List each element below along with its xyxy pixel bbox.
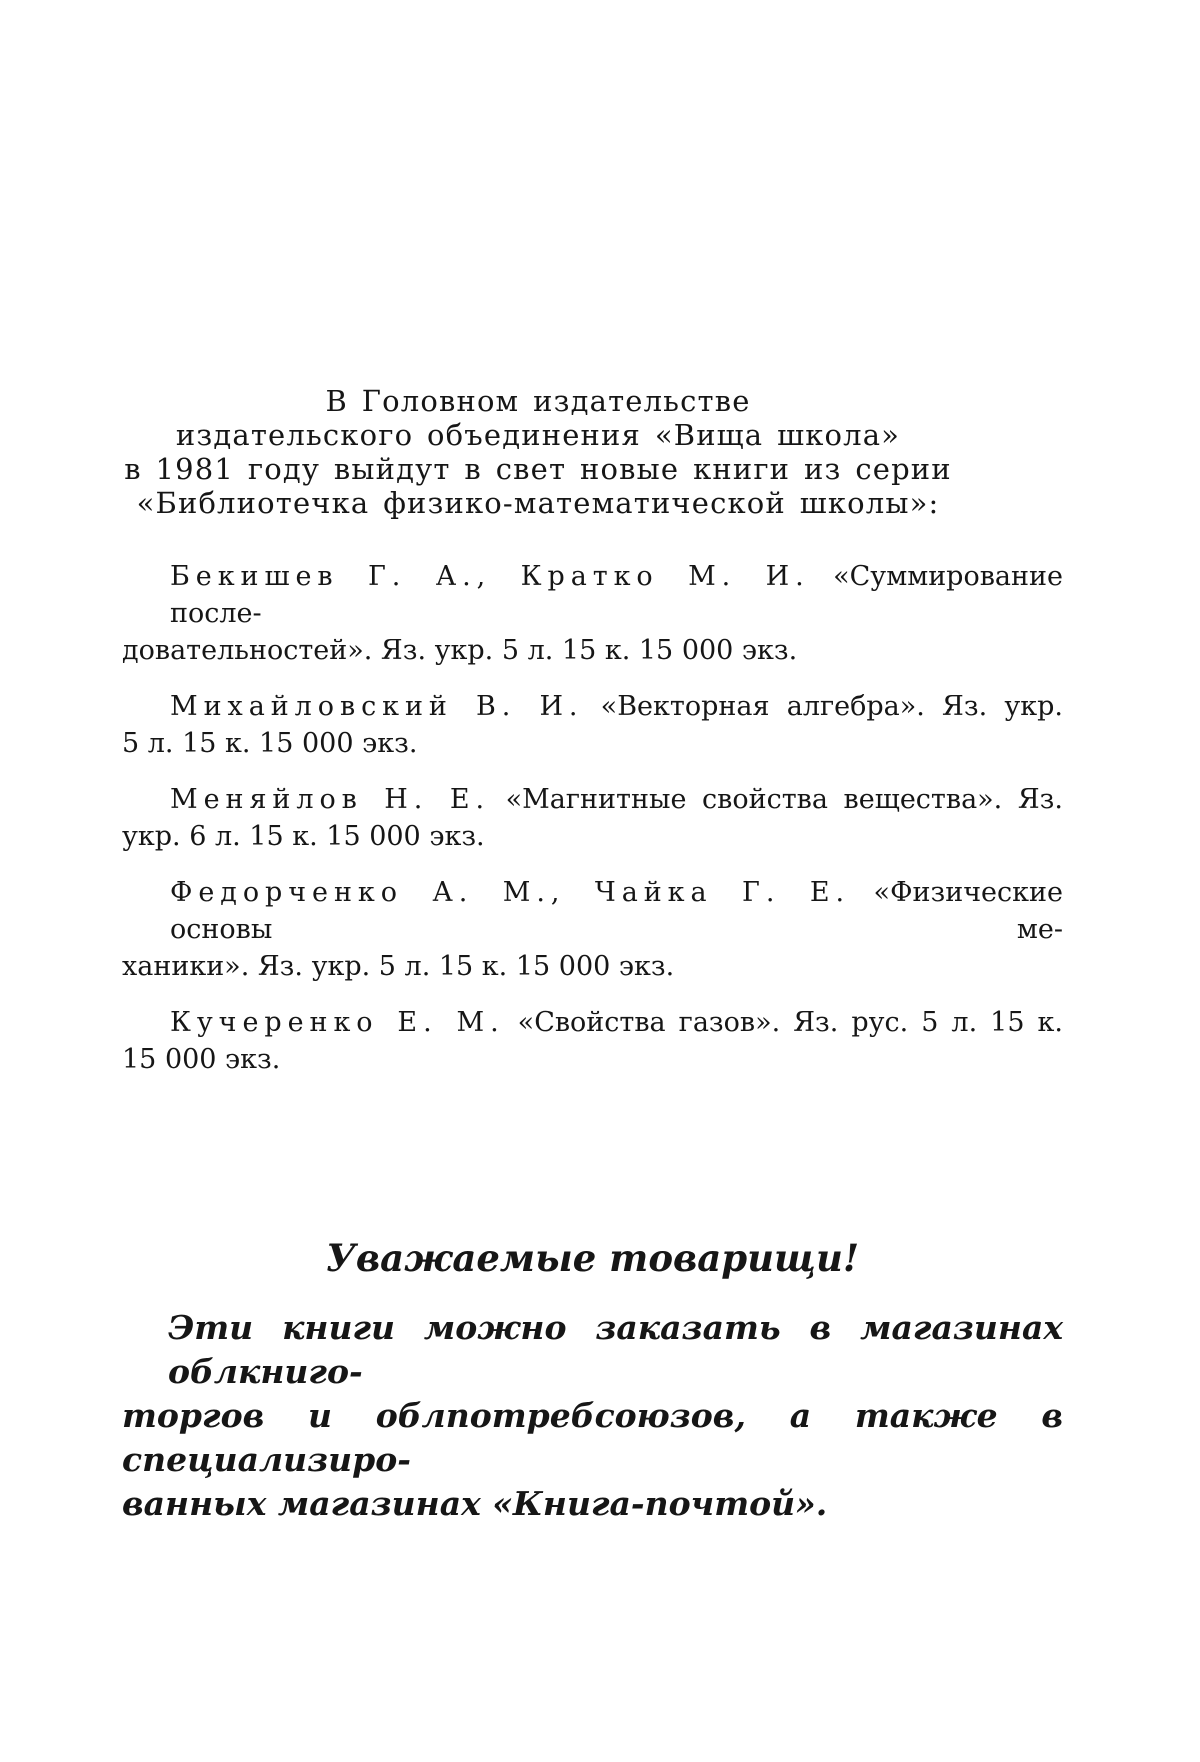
book-entry-line: Меняйлов Н. Е. «Магнитные свойства вещества». Яз. xyxy=(170,784,1063,815)
book-entry-line: 5 л. 15 к. 15 000 экз. xyxy=(122,728,418,759)
heading-line: «Библиотечка физико-математической школы»: xyxy=(136,486,940,520)
notice-line: Эти книги можно заказать в магазинах облкниго- xyxy=(168,1308,1063,1391)
book-entry-line: Федорченко А. М., Чайка Г. Е. «Физические основы ме- xyxy=(170,877,1064,945)
page-content xyxy=(122,384,1063,1526)
book-author: Кучеренко Е. М. xyxy=(170,1007,505,1038)
notice-title: Уважаемые товарищи! xyxy=(325,1236,860,1280)
notice-paragraph xyxy=(122,1306,1063,1526)
book-entry-line: Кучеренко Е. М. «Свойства газов». Яз. рус. 5 л. 15 к. xyxy=(170,1007,1063,1038)
book-entry xyxy=(122,1004,1063,1078)
book-entry xyxy=(122,558,1063,669)
publisher-announcement-heading xyxy=(122,384,954,520)
book-entry-line: Бекишев Г. А., Кратко М. И. «Суммирование после- xyxy=(170,561,1063,629)
book-author: Федорченко А. М., Чайка Г. Е. xyxy=(170,877,851,908)
book-list xyxy=(122,558,1063,1078)
heading-line: в 1981 году выйдут в свет новые книги из серии xyxy=(124,452,952,486)
notice-line: ванных магазинах «Книга-почтой». xyxy=(122,1484,828,1523)
book-entry-line: ханики». Яз. укр. 5 л. 15 к. 15 000 экз. xyxy=(122,951,675,982)
book-entry xyxy=(122,781,1063,855)
book-entry-line: довательностей». Яз. укр. 5 л. 15 к. 15 000 экз. xyxy=(122,635,798,666)
heading-line: В Головном издательстве xyxy=(325,384,751,418)
book-author: Михайловский В. И. xyxy=(170,691,584,722)
book-entry-line: укр. 6 л. 15 к. 15 000 экз. xyxy=(122,821,485,852)
book-entry xyxy=(122,688,1063,762)
book-entry-line: Михайловский В. И. «Векторная алгебра». Яз. укр. xyxy=(170,691,1063,722)
book-entry xyxy=(122,874,1063,985)
book-author: Меняйлов Н. Е. xyxy=(170,784,491,815)
notice-line: торгов и облпотребсоюзов, а также в специализиро- xyxy=(122,1396,1063,1479)
book-entry-line: 15 000 экз. xyxy=(122,1044,281,1075)
book-author: Бекишев Г. А., Кратко М. И. xyxy=(170,561,810,592)
heading-line: издательского объединения «Вища школа» xyxy=(175,418,901,452)
